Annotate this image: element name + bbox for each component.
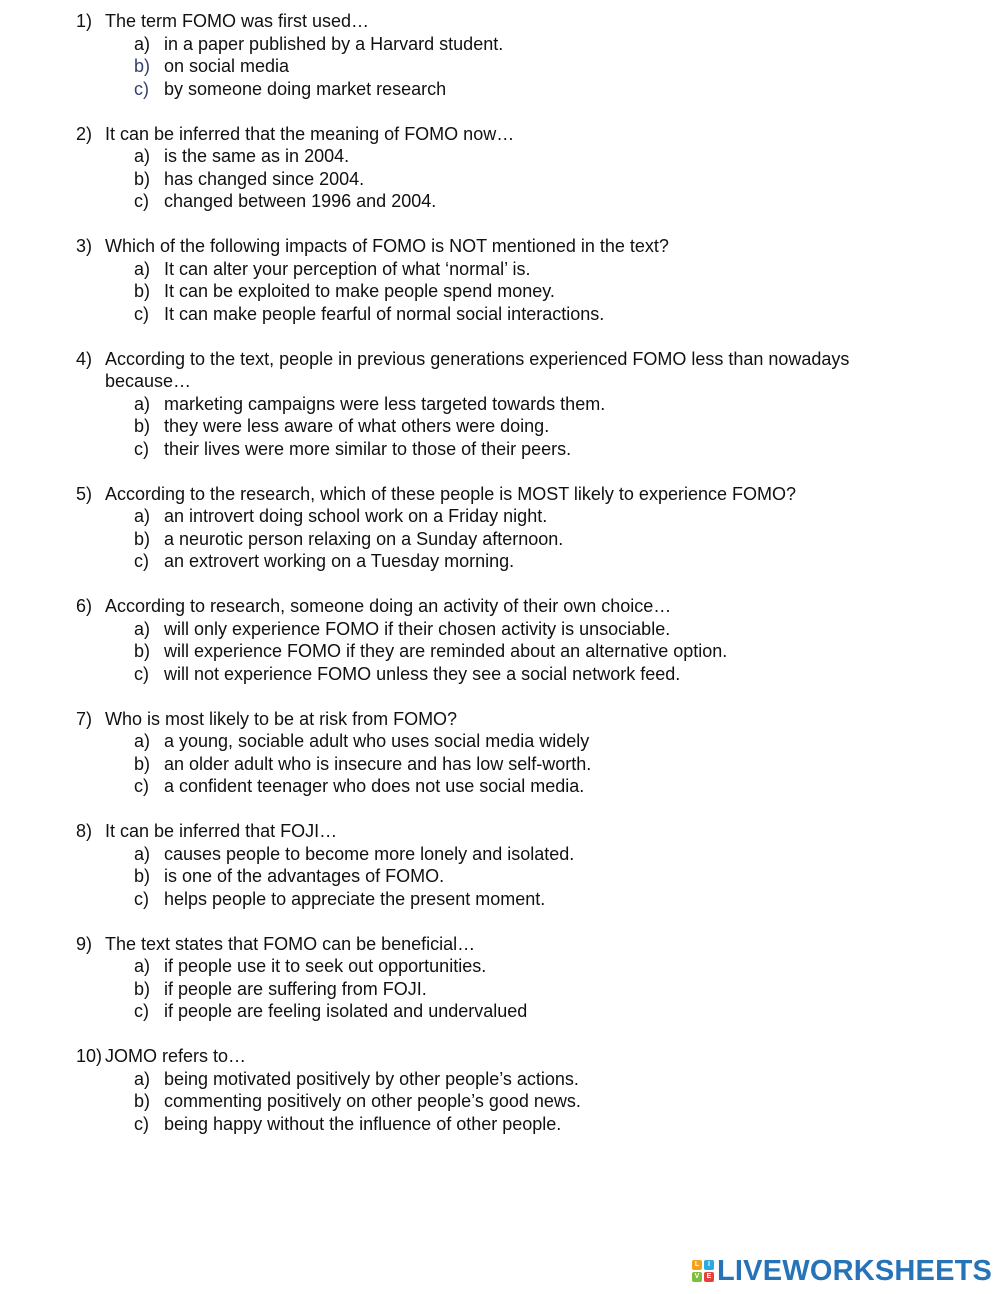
option-a — [0, 618, 1000, 641]
question-1 — [0, 10, 1000, 100]
question-text: According to the text, people in previous generations experienced FOMO less than nowadays because… — [105, 348, 850, 391]
option-b — [0, 415, 1000, 438]
question-8 — [0, 820, 1000, 910]
logo-tile-e: E — [704, 1272, 714, 1282]
option-letter: b) — [134, 56, 151, 76]
option-c — [0, 888, 1000, 911]
option-a — [0, 258, 1000, 281]
logo-tile-v: V — [692, 1272, 702, 1282]
logo-tile-i: I — [704, 1260, 714, 1270]
option-c — [0, 190, 1000, 213]
option-b — [0, 865, 1000, 888]
question-10 — [0, 1045, 1000, 1135]
option-letter: a) — [134, 1068, 151, 1089]
option-b — [0, 168, 1000, 191]
option-letter: c) — [134, 1001, 149, 1021]
question-stem — [0, 933, 1000, 956]
worksheet — [0, 10, 1000, 1158]
option-letter: c) — [134, 78, 149, 99]
question-stem — [0, 1045, 1000, 1068]
option-letter: a) — [134, 731, 151, 751]
question-number: 10) — [76, 1046, 103, 1066]
question-text: Which of the following impacts of FOMO is NOT mentioned in the text? — [105, 236, 669, 256]
option-letter: c) — [134, 776, 149, 796]
option-text: on social media — [164, 56, 290, 76]
option-c — [0, 550, 1000, 573]
option-letter: c) — [134, 1113, 149, 1134]
option-c — [0, 1000, 1000, 1023]
question-number: 6) — [76, 596, 93, 616]
option-text: being happy without the influence of other people. — [164, 1113, 562, 1134]
option-text: an introvert doing school work on a Friday night. — [164, 506, 548, 526]
option-letter: a) — [134, 506, 151, 526]
option-c — [0, 303, 1000, 326]
option-a — [0, 843, 1000, 866]
option-letter: a) — [134, 258, 151, 279]
option-a — [0, 505, 1000, 528]
question-4 — [0, 348, 1000, 461]
option-text: will experience FOMO if they are reminded about an alternative option. — [164, 641, 728, 661]
option-text: It can make people fearful of normal social interactions. — [164, 303, 605, 324]
question-stem — [0, 483, 1000, 506]
option-text: being motivated positively by other people’s actions. — [164, 1068, 579, 1089]
question-number: 5) — [76, 483, 93, 504]
liveworksheets-logo-text: LIVEWORKSHEETS — [717, 1255, 993, 1287]
option-b — [0, 528, 1000, 551]
option-text: is the same as in 2004. — [164, 146, 350, 166]
question-number: 2) — [76, 123, 93, 144]
option-text: a neurotic person relaxing on a Sunday afternoon. — [164, 528, 564, 549]
option-text: is one of the advantages of FOMO. — [164, 866, 445, 886]
question-number: 3) — [76, 236, 93, 256]
question-stem — [0, 123, 1000, 146]
question-text: Who is most likely to be at risk from FOMO? — [105, 708, 458, 729]
question-3 — [0, 235, 1000, 325]
question-stem — [0, 348, 1000, 393]
question-stem — [0, 235, 1000, 258]
question-number: 9) — [76, 933, 93, 954]
option-letter: c) — [134, 551, 149, 571]
option-text: a confident teenager who does not use social media. — [164, 776, 585, 796]
question-5 — [0, 483, 1000, 573]
option-text: they were less aware of what others were doing. — [164, 416, 550, 436]
option-letter: b) — [134, 978, 151, 999]
option-letter: a) — [134, 393, 151, 414]
liveworksheets-logo-icon — [692, 1260, 714, 1282]
question-stem — [0, 708, 1000, 731]
option-b — [0, 280, 1000, 303]
option-letter: b) — [134, 866, 151, 886]
option-letter: b) — [134, 753, 151, 774]
option-letter: b) — [134, 168, 151, 189]
option-text: a young, sociable adult who uses social media widely — [164, 731, 590, 751]
question-text: According to research, someone doing an activity of their own choice… — [105, 596, 672, 616]
question-6 — [0, 595, 1000, 685]
option-b — [0, 1090, 1000, 1113]
option-b — [0, 753, 1000, 776]
question-number: 1) — [76, 11, 93, 31]
question-text: The text states that FOMO can be beneficial… — [105, 933, 476, 954]
question-text: According to the research, which of these people is MOST likely to experience FOMO? — [105, 483, 796, 504]
option-text: if people use it to seek out opportunities. — [164, 956, 487, 976]
question-9 — [0, 933, 1000, 1023]
option-letter: a) — [134, 146, 151, 166]
option-text: marketing campaigns were less targeted towards them. — [164, 393, 606, 414]
option-a — [0, 1068, 1000, 1091]
question-number: 7) — [76, 708, 93, 729]
option-letter: a) — [134, 33, 151, 54]
option-b — [0, 640, 1000, 663]
option-letter: b) — [134, 641, 151, 661]
option-text: an older adult who is insecure and has low self-worth. — [164, 753, 592, 774]
option-c — [0, 663, 1000, 686]
option-b — [0, 55, 1000, 78]
option-letter: c) — [134, 663, 149, 684]
option-letter: b) — [134, 1091, 151, 1111]
option-a — [0, 33, 1000, 56]
option-text: commenting positively on other people’s good news. — [164, 1091, 581, 1111]
question-stem — [0, 820, 1000, 843]
option-text: an extrovert working on a Tuesday morning. — [164, 551, 515, 571]
question-text: It can be inferred that FOJI… — [105, 821, 338, 841]
option-text: will not experience FOMO unless they see a social network feed. — [164, 663, 681, 684]
question-stem — [0, 10, 1000, 33]
option-a — [0, 730, 1000, 753]
option-text: changed between 1996 and 2004. — [164, 191, 437, 211]
option-b — [0, 978, 1000, 1001]
option-text: if people are feeling isolated and undervalued — [164, 1001, 528, 1021]
option-letter: a) — [134, 843, 151, 864]
option-c — [0, 438, 1000, 461]
option-text: by someone doing market research — [164, 78, 447, 99]
option-letter: a) — [134, 956, 151, 976]
question-stem — [0, 595, 1000, 618]
option-c — [0, 78, 1000, 101]
option-text: helps people to appreciate the present moment. — [164, 888, 546, 909]
option-text: It can alter your perception of what ‘normal’ is. — [164, 258, 531, 279]
option-letter: b) — [134, 416, 151, 436]
option-text: in a paper published by a Harvard student. — [164, 33, 504, 54]
question-number: 8) — [76, 821, 93, 841]
option-letter: c) — [134, 438, 149, 459]
option-text: will only experience FOMO if their chosen activity is unsociable. — [164, 618, 671, 639]
option-text: their lives were more similar to those of their peers. — [164, 438, 572, 459]
option-a — [0, 955, 1000, 978]
option-text: causes people to become more lonely and isolated. — [164, 843, 575, 864]
option-a — [0, 393, 1000, 416]
logo-tile-l: L — [692, 1260, 702, 1270]
option-c — [0, 1113, 1000, 1136]
option-letter: c) — [134, 303, 149, 324]
option-letter: a) — [134, 618, 151, 639]
question-text: JOMO refers to… — [105, 1046, 247, 1066]
option-text: It can be exploited to make people spend money. — [164, 281, 555, 301]
option-letter: b) — [134, 281, 151, 301]
option-a — [0, 145, 1000, 168]
option-letter: c) — [134, 888, 149, 909]
liveworksheets-logo[interactable] — [692, 1256, 992, 1286]
question-7 — [0, 708, 1000, 798]
question-text: It can be inferred that the meaning of FOMO now… — [105, 123, 515, 144]
option-text: if people are suffering from FOJI. — [164, 978, 427, 999]
option-letter: c) — [134, 191, 149, 211]
option-c — [0, 775, 1000, 798]
option-letter: b) — [134, 528, 151, 549]
question-number: 4) — [76, 348, 93, 369]
question-text: The term FOMO was first used… — [105, 11, 370, 31]
option-text: has changed since 2004. — [164, 168, 365, 189]
question-2 — [0, 123, 1000, 213]
